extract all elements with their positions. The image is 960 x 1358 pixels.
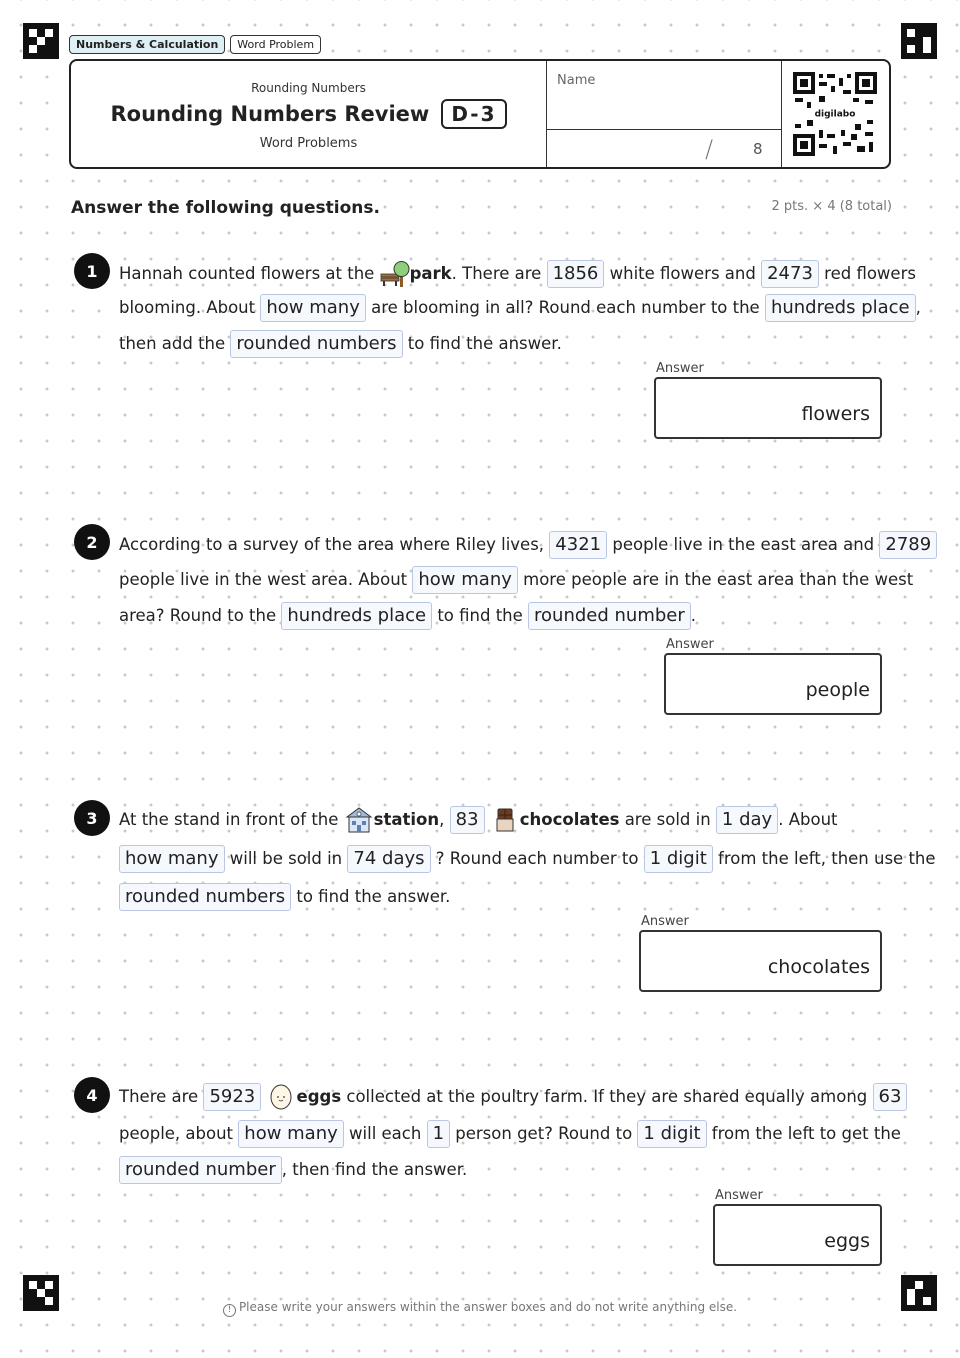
question-1-line-3: then add the rounded numbers to find the answer.: [119, 330, 562, 358]
question-3-line-2: how many will be sold in 74 days ? Round each number to 1 digit from the left, then use the: [119, 845, 936, 873]
keyword-box: 74 days: [347, 845, 430, 873]
keyword-box: rounded numbers: [119, 883, 291, 911]
question-number: 4: [74, 1077, 110, 1113]
answer-label: Answer: [656, 361, 704, 376]
worksheet-kind: Word Problems: [259, 136, 358, 151]
keyword-box: hundreds place: [765, 294, 916, 322]
number-box: 2789: [879, 531, 937, 559]
answer-label: Answer: [641, 914, 689, 929]
points-info: 2 pts. × 4 (8 total): [771, 199, 892, 214]
keyword-box: 1 day: [716, 806, 778, 834]
keyword-box: rounded number: [528, 602, 691, 630]
keyword-box: hundreds place: [281, 602, 432, 630]
answer-unit: people: [805, 679, 870, 701]
question-4-line-3: rounded number , then find the answer.: [119, 1156, 467, 1184]
name-score-block: [546, 61, 782, 167]
answer-unit: chocolates: [767, 956, 870, 978]
question-1-line-1: Hannah counted flowers at the park. There are 1856 white flowers and 2473 red flowers: [119, 260, 916, 288]
worksheet-header: [69, 59, 891, 169]
number-box: 63: [873, 1083, 908, 1111]
answer-unit: eggs: [824, 1230, 870, 1252]
question-1-line-2: blooming. About how many are blooming in all? Round each number to the hundreds place ,: [119, 294, 921, 322]
info-circle-icon: !: [223, 1304, 236, 1317]
question-2-line-3: area? Round to the hundreds place to find the rounded number .: [119, 602, 696, 630]
number-box: 83: [450, 806, 485, 834]
instructions: Answer the following questions.: [71, 198, 380, 218]
title-block: [71, 61, 546, 167]
number-box: 4321: [549, 531, 607, 559]
question-2-line-2: people live in the west area. About how many more people are in the east area than the west: [119, 566, 913, 594]
question-number: 3: [74, 800, 110, 836]
number-box: 5923: [203, 1083, 261, 1111]
worksheet-subtitle: Rounding Numbers: [251, 81, 366, 95]
question-3-line-1: At the stand in front of the station, 83 chocolates are sold in 1 day . About: [119, 806, 838, 834]
qr-label: digilabo: [814, 109, 856, 120]
answer-box[interactable]: [713, 1204, 882, 1266]
qr-code-icon: [793, 72, 877, 156]
footer-text: Please write your answers within the answer boxes and do not write anything else.: [238, 1300, 738, 1314]
keyword-box: 1 digit: [644, 845, 713, 873]
keyword-box: how many: [260, 294, 366, 322]
question-4-line-1: There are 5923 eggs collected at the poultry farm. If they are shared equally among 63: [119, 1083, 907, 1111]
corner-marker-top-right: [901, 23, 937, 59]
number-box: 2473: [761, 260, 819, 288]
answer-label: Answer: [715, 1188, 763, 1203]
keyword-box: 1 digit: [637, 1120, 706, 1148]
tag-type: Word Problem: [230, 35, 321, 54]
number-box: 1856: [547, 260, 605, 288]
station-building-icon: [344, 806, 374, 834]
score-slash: /: [705, 135, 714, 163]
score-total: 8: [753, 140, 763, 158]
question-4-line-2: people, about how many will each 1 person get? Round to 1 digit from the left to get the: [119, 1120, 901, 1148]
number-box: 1: [427, 1120, 450, 1148]
answer-box[interactable]: [639, 930, 882, 992]
footer-note: [0, 1300, 960, 1317]
question-number: 2: [74, 524, 110, 560]
title-row: [71, 99, 546, 129]
worksheet-code: D-3: [441, 99, 506, 129]
answer-label: Answer: [666, 637, 714, 652]
question-2-line-1: According to a survey of the area where Riley lives, 4321 people live in the east area and 2789: [119, 531, 937, 559]
keyword-box: how many: [119, 845, 225, 873]
name-label: Name: [557, 73, 596, 88]
category-tags: [69, 35, 321, 54]
answer-unit: flowers: [801, 403, 870, 425]
egg-icon: [267, 1083, 297, 1111]
worksheet-title: Rounding Numbers Review: [110, 102, 430, 126]
question-number: 1: [74, 253, 110, 289]
name-score-divider: [547, 129, 781, 130]
keyword-box: rounded numbers: [230, 330, 402, 358]
answer-box[interactable]: [664, 653, 882, 715]
keyword-box: how many: [412, 566, 518, 594]
keyword-box: rounded number: [119, 1156, 282, 1184]
park-tree-bench-icon: [380, 260, 410, 288]
chocolate-bar-icon: [490, 806, 520, 834]
corner-marker-top-left: [23, 23, 59, 59]
question-3-line-3: rounded numbers to find the answer.: [119, 883, 450, 911]
answer-box[interactable]: [654, 377, 882, 439]
keyword-box: how many: [238, 1120, 344, 1148]
tag-category: Numbers & Calculation: [69, 35, 225, 54]
